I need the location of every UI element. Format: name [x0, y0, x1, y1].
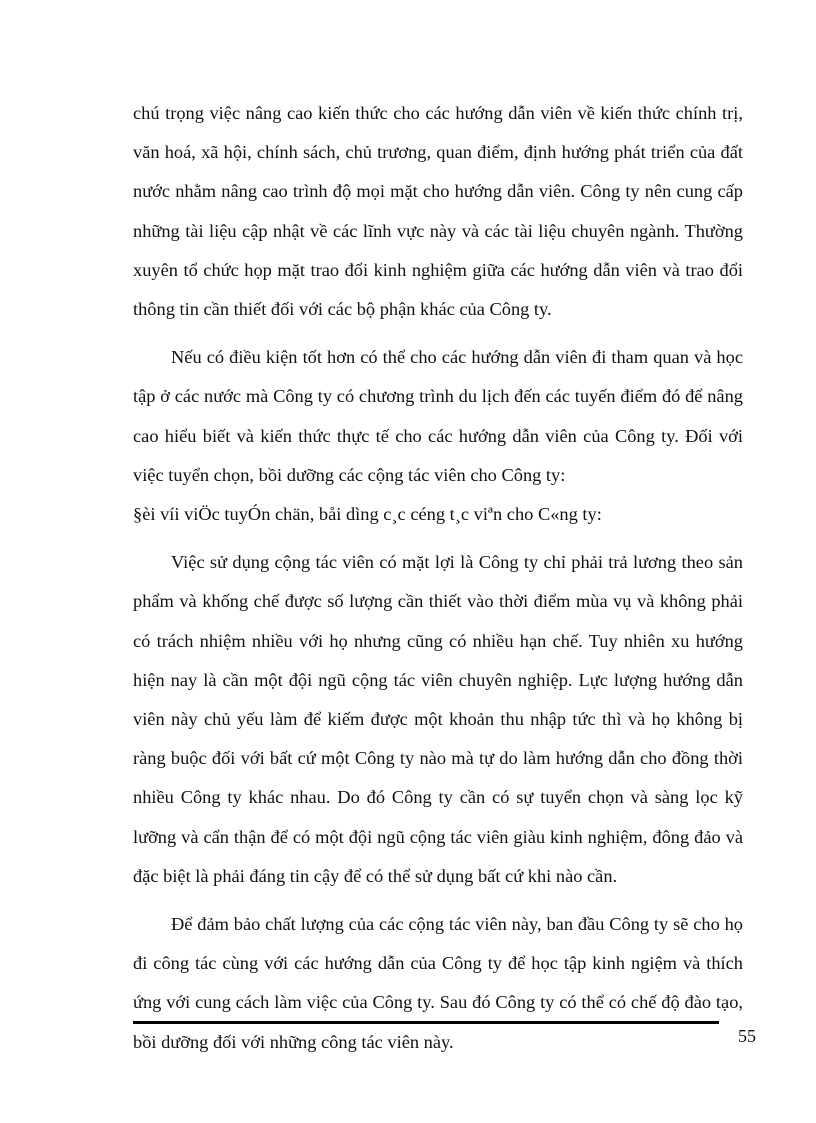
footer-rule [133, 1021, 719, 1024]
page-number: 55 [738, 1026, 756, 1046]
paragraph-2-text: Nếu có điều kiện tốt hơn có thể cho các hướng dẫn viên đi tham quan và học tập ở các nước mà Công ty có chương trình du lịch đến các tuyến điểm đó để nâng cao hiểu biết và kiến thức thực tế cho các hướng dẫn viên của Công ty. Đối với việc tuyển chọn, bồi dưỡng các cộng tác viên cho Công ty: [133, 347, 743, 485]
paragraph-4: Để đảm bảo chất lượng của các cộng tác viên này, ban đầu Công ty sẽ cho họ đi công tác cùng với các hướng dẫn của Công ty để học tập kinh ngiệm và thích ứng với cung cách làm việc của Công ty. Sau đó Công ty có thể có chế độ đào tạo, bồi dưỡng đối với những công tác viên này. [133, 914, 743, 1052]
paragraph-1: chú trọng việc nâng cao kiến thức cho các hướng dẫn viên về kiến thức chính trị, văn hoá, xã hội, chính sách, chủ trương, quan điểm, định hướng phát triển của đất nước nhằm nâng cao trình độ mọi mặt cho hướng dẫn viên. Công ty nên cung cấp những tài liệu cập nhật về các lĩnh vực này và các tài liệu chuyên ngành. Thường xuyên tổ chức họp mặt trao đổi kinh nghiệm giữa các hướng dẫn viên và trao đổi thông tin cần thiết đối với các bộ phận khác của Công ty. [133, 103, 743, 320]
paragraph-3: Việc sử dụng cộng tác viên có mặt lợi là Công ty chỉ phải trả lương theo sản phẩm và khống chế được số lượng cần thiết vào thời điểm mùa vụ và không phải có trách nhiệm nhiều với họ nhưng cũng có nhiều hạn chế. Tuy nhiên xu hướng hiện nay là cần một đội ngũ cộng tác viên chuyên nghiệp. Lực lượng hướng dẫn viên này chủ yếu làm để kiếm được một khoản thu nhập tức thì và họ không bị ràng buộc đối với bất cứ một Công ty nào mà tự do làm hướng dẫn cho đồng thời nhiều Công ty khác nhau. Do đó Công ty cần có sự tuyển chọn và sàng lọc kỹ lưỡng và cẩn thận để có một đội ngũ cộng tác viên giàu kinh nghiệm, đông đảo và đặc biệt là phải đáng tin cậy để có thể sử dụng bất cứ khi nào cần. [133, 552, 743, 886]
paragraph-2 [133, 338, 743, 534]
garbled-encoding-line: §èi víi viÖc tuyÓn chän, båi dìng c¸c céng t¸c viªn cho C«ng ty: [133, 504, 602, 525]
body-text [133, 94, 743, 1071]
